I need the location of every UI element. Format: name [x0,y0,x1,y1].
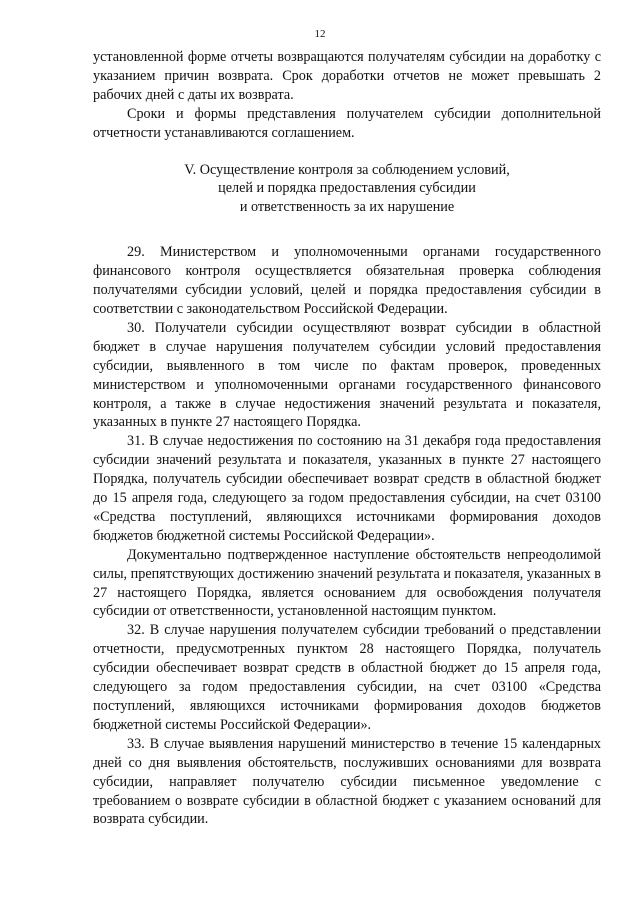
paragraph-33: 33. В случае выявления нарушений министерство в течение 15 календарных дней со дня выявления обстоятельств, послуживших основаниями для возврата субсидии, направляет получателю субсидии письменное уведомление с требованием о возврате субсидии в областной бюджет с указанием оснований для возврата субсидии. [93,735,601,828]
paragraph-31: 31. В случае недостижения по состоянию на 31 декабря года предоставления субсидии значений результата и показателя, указанных в пункте 27 настоящего Порядка, получатель субсидии обеспечивает возврат средств в областной бюджет до 15 апреля года, следующего за годом предоставления субсидии, на счет 03100 «Средства поступлений, являющихся источниками формирования доходов бюджетов бюджетной системы Российской Федерации». [93,433,601,544]
section-title-line-2: целей и порядка предоставления субсидии [218,180,476,197]
paragraph-29: 29. Министерством и уполномоченными органами государственного финансового контроля осуществляется обязательная проверка соблюдения получателями субсидии условий, целей и порядка предоставления субсидии в соответствии с законодательством Российской Федерации. [93,244,601,317]
paragraph-report-forms: Сроки и формы представления получателем субсидии дополнительной отчетности устанавливаются соглашением. [93,105,601,141]
paragraph-30: 30. Получатели субсидии осуществляют возврат субсидии в областной бюджет в случае нарушения получателем субсидии условий предоставления субсидии, выявленного в том числе по фактам проверок, проведенных министерством и уполномоченными органами государственного финансового контроля, а также в случае недостижения значений результата и показателя, указанных в пункте 27 настоящего Порядка. [93,319,601,431]
section-title-line-3: и ответственность за их нарушение [239,199,455,216]
paragraph-32: 32. В случае нарушения получателем субсидии требований о представлении отчетности, предусмотренных пунктом 28 настоящего Порядка, получатель субсидии обеспечивает возврат средств в областной бюджет до 15 апреля года, следующего за годом предоставления субсидии, на счет 03100 «Средства поступлений, являющихся источниками формирования доходов бюджетов бюджетной системы Российской Федерации». [93,622,601,733]
section-title [93,161,601,218]
section-title-line-1: V. Осуществление контроля за соблюдением условий, [184,161,510,178]
page-number: 12 [314,28,326,40]
document-body [93,48,601,829]
paragraph-force-majeure: Документально подтвержденное наступление обстоятельств непреодолимой силы, препятствующих достижению значений результата и показателя, указанных в 27 настоящего Порядка, является основанием для освобождения получателя субсидии от ответственности, установленной настоящим пунктом. [93,546,601,620]
paragraph-continuation: установленной форме отчеты возвращаются получателям субсидии на доработку с указанием причин возврата. Срок доработки отчетов не может превышать 2 рабочих дней с даты их возврата. [93,49,601,103]
